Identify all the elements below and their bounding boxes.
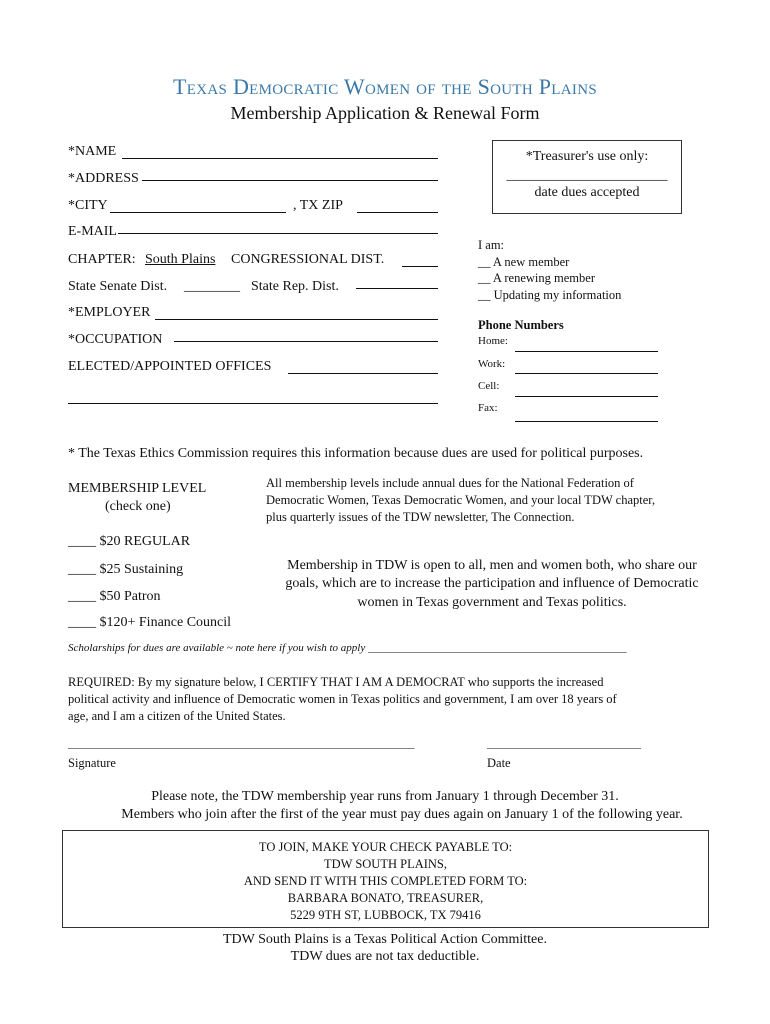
level-regular[interactable]: ____ $20 REGULAR <box>68 534 191 549</box>
city-field[interactable] <box>110 212 286 213</box>
join-line-1: TO JOIN, MAKE YOUR CHECK PAYABLE TO: <box>258 840 513 854</box>
footer-tax-line: TDW dues are not tax deductible. <box>290 949 480 964</box>
scholarships-note[interactable]: Scholarships for dues are available ~ note here if you wish to apply _______________________________________________ <box>68 642 627 654</box>
date-dues-label: date dues accepted <box>534 185 640 200</box>
check-one-label: (check one) <box>105 499 171 514</box>
email-label: E-MAIL <box>68 224 117 239</box>
required-line-3: age, and I am a citizen of the United States. <box>68 709 286 723</box>
state-rep-field[interactable] <box>356 288 438 289</box>
cell-label: Cell: <box>478 380 500 392</box>
includes-line-1: All membership levels include annual dues for the National Federation of <box>266 476 634 490</box>
join-line-5: 5229 9TH ST, LUBBOCK, TX 79416 <box>290 908 481 922</box>
occupation-field[interactable] <box>174 341 438 342</box>
membership-year-note-2: Members who join after the first of the year must pay dues again on January 1 of the following year. <box>121 807 683 822</box>
membership-level-label: MEMBERSHIP LEVEL <box>68 481 207 496</box>
signature-label: Signature <box>68 756 116 770</box>
open-to-all-line-1: Membership in TDW is open to all, men and women both, who share our <box>287 558 697 573</box>
name-label: *NAME <box>68 144 117 159</box>
signature-field[interactable]: _______________________________________________________________ <box>68 738 415 750</box>
congressional-label: CONGRESSIONAL DIST. <box>231 252 385 267</box>
employer-field[interactable] <box>155 319 438 320</box>
level-patron[interactable]: ____ $50 Patron <box>68 589 161 604</box>
zip-field[interactable] <box>357 212 438 213</box>
level-finance-council[interactable]: ____ $120+ Finance Council <box>68 615 232 630</box>
option-renewing-member[interactable]: __ A renewing member <box>478 271 595 285</box>
work-phone-field[interactable] <box>515 373 658 374</box>
date-label: Date <box>487 756 511 770</box>
phone-numbers-label: Phone Numbers <box>478 318 564 332</box>
join-line-2: TDW SOUTH PLAINS, <box>323 857 448 871</box>
join-instructions-box <box>62 830 709 928</box>
state-senate-label: State Senate Dist. <box>68 279 168 294</box>
includes-line-3: plus quarterly issues of the TDW newsletter, The Connection. <box>266 510 575 524</box>
form-title: Texas Democratic Women of the South Plains <box>173 74 597 99</box>
fax-label: Fax: <box>478 402 498 414</box>
city-label: *CITY <box>68 198 108 213</box>
fax-field[interactable] <box>515 421 658 422</box>
required-line-2: political activity and influence of Democratic women in Texas politics and government, I am over 18 years of <box>68 692 617 706</box>
footer-pac-line: TDW South Plains is a Texas Political Action Committee. <box>223 932 547 947</box>
date-field[interactable]: ____________________________ <box>487 738 641 750</box>
state-senate-field[interactable]: ________ <box>184 279 240 294</box>
option-updating-info[interactable]: __ Updating my information <box>478 288 622 302</box>
includes-line-2: Democratic Women, Texas Democratic Women, and your local TDW chapter, <box>266 493 656 507</box>
elected-field[interactable] <box>288 373 438 374</box>
home-phone-field[interactable] <box>515 351 658 352</box>
membership-year-note-1: Please note, the TDW membership year runs from January 1 through December 31. <box>151 789 619 804</box>
elected-label: ELECTED/APPOINTED OFFICES <box>68 359 272 374</box>
treasurer-label: *Treasurer's use only: <box>525 149 649 164</box>
name-field[interactable] <box>122 158 438 159</box>
join-line-4: BARBARA BONATO, TREASURER, <box>287 891 484 905</box>
option-new-member[interactable]: __ A new member <box>478 255 570 269</box>
form-subtitle: Membership Application & Renewal Form <box>230 103 540 123</box>
open-to-all-line-2: goals, which are to increase the participation and influence of Democratic <box>285 576 699 591</box>
cell-phone-field[interactable] <box>515 396 658 397</box>
home-label: Home: <box>478 335 508 347</box>
address-label: *ADDRESS <box>68 171 139 186</box>
chapter-label: CHAPTER: <box>68 252 136 267</box>
state-rep-label: State Rep. Dist. <box>251 279 339 294</box>
join-line-3: AND SEND IT WITH THIS COMPLETED FORM TO: <box>243 874 528 888</box>
treasurer-blank: _______________________ <box>506 168 668 183</box>
work-label: Work: <box>478 358 506 370</box>
chapter-value: South Plains <box>145 252 216 267</box>
open-to-all-line-3: women in Texas government and Texas politics. <box>357 595 627 610</box>
ethics-note: * The Texas Ethics Commission requires this information because dues are used for political purposes. <box>68 446 644 461</box>
iam-label: I am: <box>478 238 505 252</box>
elected-field-line2[interactable] <box>68 403 438 404</box>
required-line-1: REQUIRED: By my signature below, I CERTIFY THAT I AM A DEMOCRAT who supports the increased <box>68 675 604 689</box>
address-field[interactable] <box>142 180 438 181</box>
congressional-field[interactable] <box>402 266 438 267</box>
level-sustaining[interactable]: ____ $25 Sustaining <box>68 562 184 577</box>
employer-label: *EMPLOYER <box>68 305 151 320</box>
tx-zip-label: , TX ZIP <box>293 198 343 213</box>
occupation-label: *OCCUPATION <box>68 332 163 347</box>
email-field[interactable] <box>118 233 438 234</box>
